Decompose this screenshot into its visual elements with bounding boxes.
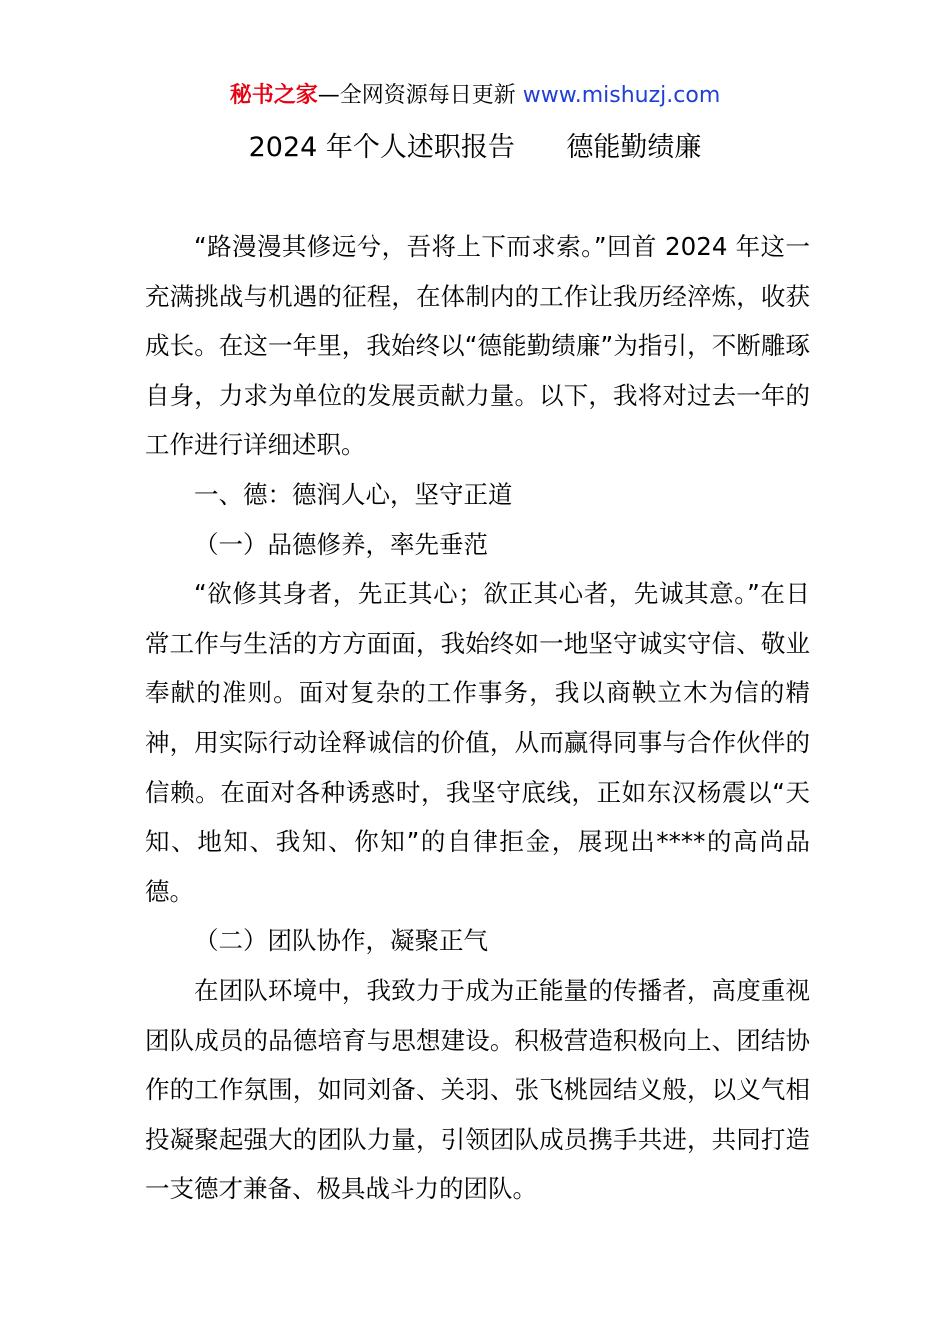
site-brand: 秘书之家	[229, 83, 318, 108]
subsection-heading: （一）品德修养，率先垂范	[194, 529, 488, 559]
body-paragraph: “欲修其身者，先正其心；欲正其心者，先诚其意。”在日常工作与生活的方方面面，我始终如一地坚守诚实守信、敬业奉献的准则。面对复杂的工作事务，我以商鞅立木为信的精神，用实际行动诠释诚信的价值，从而赢得同事与合作伙伴的信赖。在面对各种诱惑时，我坚守底线，正如东汉杨震以“天知、地知、我知、你知”的自律拒金，展现出****的高尚品德。	[145, 579, 810, 906]
section-heading: 一、德：德润人心，坚守正道	[194, 479, 513, 509]
document-title: 2024 年个人述职报告 德能勤绩廉	[248, 132, 702, 163]
site-tagline: —全网资源每日更新	[317, 83, 523, 108]
site-url-link[interactable]: www.mishuzj.com	[522, 83, 721, 108]
intro-paragraph: “路漫漫其修远兮，吾将上下而求索。”回首 2024 年这一充满挑战与机遇的征程，在体制内的工作让我历经淬炼，收获成长。在这一年里，我始终以“德能勤绩廉”为指引，不断雕琢自身，力求为单位的发展贡献力量。以下，我将对过去一年的工作进行详细述职。	[145, 232, 810, 460]
document-body	[145, 222, 810, 1214]
site-header	[0, 80, 950, 112]
body-paragraph: 在团队环境中，我致力于成为正能量的传播者，高度重视团队成员的品德培育与思想建设。积极营造积极向上、团结协作的工作氛围，如同刘备、关羽、张飞桃园结义般，以义气相投凝聚起强大的团队力量，引领团队成员携手共进，共同打造一支德才兼备、极具战斗力的团队。	[145, 975, 810, 1204]
subsection-heading: （二）团队协作，凝聚正气	[194, 926, 488, 956]
